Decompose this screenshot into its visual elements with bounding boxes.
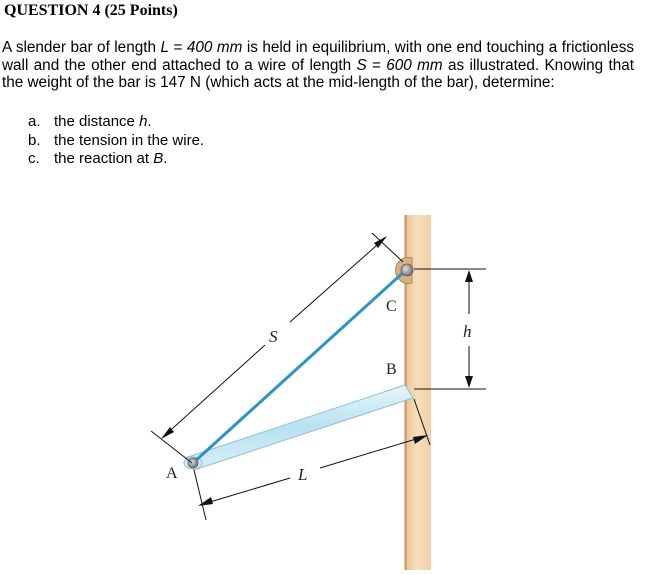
label-h: h (463, 322, 472, 341)
part-b: b. the tension in the wire. (28, 131, 205, 149)
part-c: c. the reaction at B. (28, 150, 168, 167)
question-heading: QUESTION 4 (25 Points) (4, 2, 178, 19)
label-b: B (386, 361, 397, 378)
label-a: A (166, 465, 178, 482)
label-l: L (298, 465, 308, 484)
arrow-h-top (465, 270, 473, 282)
problem-statement: A slender bar of length L = 400 mm is held in equilibrium, with one end touching a frictionless wall and the other end attached to a wire of length S = 600 mm as illustrated. Knowing that the weight of the bar is 147 N (which acts at the mid-length of the bar), determine: (2, 39, 635, 91)
bar (185, 385, 413, 470)
label-s: S (269, 327, 278, 346)
part-a: a. the distance h. (28, 113, 152, 130)
arrow-l-left (198, 497, 213, 506)
label-c: C (386, 298, 397, 315)
arrow-h-bottom (465, 376, 473, 388)
pin-c (401, 264, 413, 276)
pin-a (188, 458, 198, 468)
